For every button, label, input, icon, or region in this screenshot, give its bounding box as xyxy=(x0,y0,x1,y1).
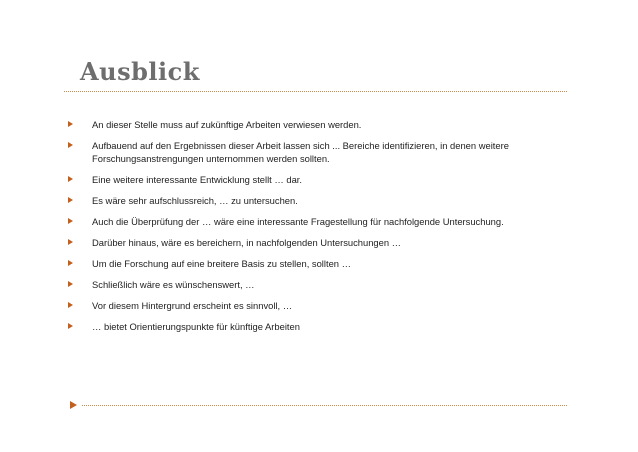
triangle-right-icon xyxy=(68,260,73,266)
list-item xyxy=(68,320,538,333)
slide-title: Ausblick xyxy=(80,57,200,86)
footer-triangle-icon xyxy=(70,401,77,409)
triangle-right-icon xyxy=(68,142,73,148)
triangle-right-icon xyxy=(68,239,73,245)
bullet-text: Vor diesem Hintergrund erscheint es sinnvoll, … xyxy=(92,300,293,311)
bullet-list xyxy=(68,118,538,341)
list-item xyxy=(68,194,538,207)
list-item xyxy=(68,278,538,291)
title-divider xyxy=(64,91,567,92)
list-item xyxy=(68,173,538,186)
bullet-text: Eine weitere interessante Entwicklung stellt … dar. xyxy=(92,174,302,185)
list-item xyxy=(68,299,538,312)
bullet-text: Auch die Überprüfung der … wäre eine interessante Fragestellung für nachfolgende Untersuchung. xyxy=(92,216,504,227)
bullet-text: Darüber hinaus, wäre es bereichern, in nachfolgenden Untersuchungen … xyxy=(92,237,402,248)
bullet-text: Schließlich wäre es wünschenswert, … xyxy=(92,279,255,290)
triangle-right-icon xyxy=(68,121,73,127)
bullet-text: An dieser Stelle muss auf zukünftige Arbeiten verwiesen werden. xyxy=(92,119,362,130)
list-item xyxy=(68,257,538,270)
triangle-right-icon xyxy=(68,302,73,308)
triangle-right-icon xyxy=(68,197,73,203)
list-item xyxy=(68,236,538,249)
bullet-text: Aufbauend auf den Ergebnissen dieser Arbeit lassen sich ... Bereiche identifizieren, in denen weitere Forschungsanstrengungen unternommen werden sollten. xyxy=(92,140,509,164)
bullet-text: Es wäre sehr aufschlussreich, … zu untersuchen. xyxy=(92,195,298,206)
list-item xyxy=(68,139,538,165)
triangle-right-icon xyxy=(68,281,73,287)
bullet-text: Um die Forschung auf eine breitere Basis zu stellen, sollten … xyxy=(92,258,351,269)
list-item xyxy=(68,215,538,228)
triangle-right-icon xyxy=(68,323,73,329)
footer-divider xyxy=(82,405,567,406)
triangle-right-icon xyxy=(68,176,73,182)
bullet-text: … bietet Orientierungspunkte für künftige Arbeiten xyxy=(92,321,300,332)
list-item xyxy=(68,118,538,131)
triangle-right-icon xyxy=(68,218,73,224)
